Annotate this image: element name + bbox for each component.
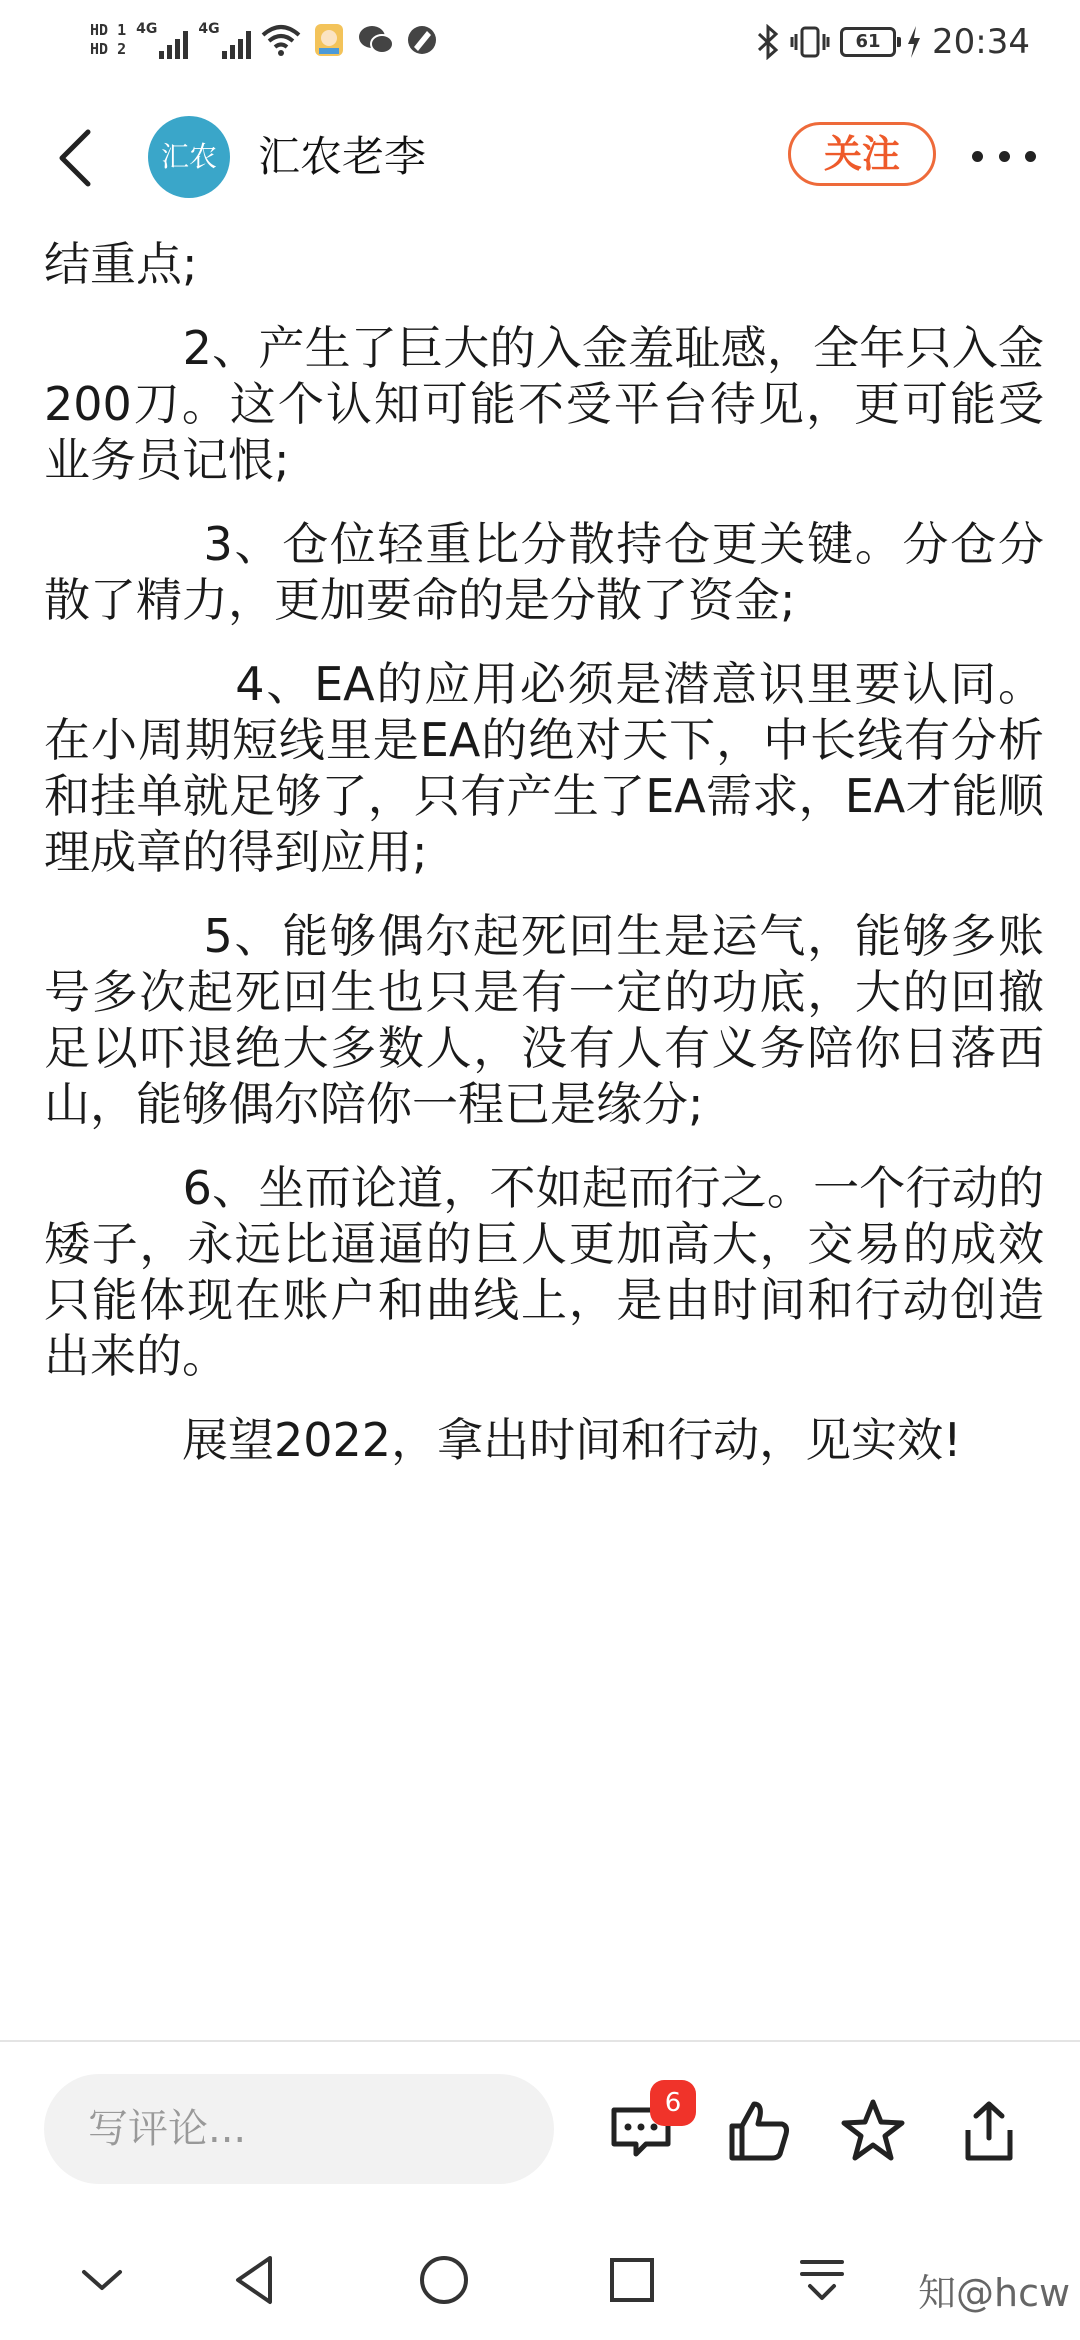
status-right bbox=[756, 14, 1030, 70]
nav-recents-icon[interactable] bbox=[600, 2248, 664, 2312]
network-type-2: 4G bbox=[198, 21, 220, 37]
like-icon[interactable] bbox=[724, 2096, 794, 2166]
paragraph: 4、EA的应用必须是潜意识里要认同。在小周期短线里是EA的绝对天下，中长线有分析和挂单就足够了，只有产生了EA需求，EA才能顺理成章的得到应用; bbox=[44, 657, 1044, 879]
battery-icon: 61 bbox=[840, 27, 896, 57]
author-avatar[interactable]: 汇农 bbox=[148, 116, 230, 198]
comment-input[interactable]: 写评论... bbox=[44, 2074, 554, 2184]
paragraph: 5、能够偶尔起死回生是运气，能够多账号多次起死回生也只是有一定的功底，大的回撤足以吓退绝大多数人，没有人有义务陪你日落西山，能够偶尔陪你一程已是缘分; bbox=[44, 909, 1044, 1131]
nav-home-icon[interactable] bbox=[412, 2248, 476, 2312]
watermark: 知@hcw bbox=[918, 2271, 1071, 2315]
signal-1 bbox=[136, 21, 188, 59]
paragraph: 2、产生了巨大的入金羞耻感，全年只入金200刀。这个认知可能不受平台待见，更可能受业务员记恨; bbox=[44, 321, 1044, 487]
more-options-icon[interactable] bbox=[972, 138, 1036, 174]
chevron-down-icon[interactable] bbox=[70, 2248, 134, 2312]
signal-2 bbox=[198, 21, 250, 59]
share-icon[interactable] bbox=[954, 2096, 1024, 2166]
hd-indicator bbox=[90, 21, 126, 59]
paragraph: 展望2022，拿出时间和行动，见实效! bbox=[44, 1413, 962, 1467]
signal-bars-icon bbox=[222, 29, 251, 59]
charging-icon bbox=[906, 26, 922, 58]
status-left bbox=[90, 12, 439, 68]
hd2-label: HD 2 bbox=[90, 40, 127, 58]
paragraph: 结重点; bbox=[44, 237, 198, 291]
status-bar bbox=[0, 0, 1080, 80]
author-name[interactable]: 汇农老李 bbox=[258, 132, 427, 181]
follow-button[interactable]: 关注 bbox=[788, 122, 936, 186]
bluetooth-icon bbox=[756, 24, 780, 60]
network-type-1: 4G bbox=[136, 21, 158, 37]
signal-bars-icon bbox=[159, 29, 188, 59]
wechat-icon bbox=[357, 23, 395, 57]
paragraph: 3、仓位轻重比分散持仓更关键。分仓分散了精力，更加要命的是分散了资金; bbox=[44, 517, 1044, 627]
bottom-action-bar bbox=[0, 2042, 1080, 2182]
wifi-icon bbox=[261, 23, 301, 57]
browser-icon bbox=[405, 23, 439, 57]
article-header bbox=[0, 80, 1080, 230]
app-notification-icon bbox=[311, 22, 347, 58]
nav-pulldown-icon[interactable] bbox=[790, 2248, 854, 2312]
vibrate-icon bbox=[790, 24, 830, 60]
paragraph: 6、坐而论道，不如起而行之。一个行动的矮子，永远比逼逼的巨人更加高大，交易的成效只能体现在账户和曲线上，是由时间和行动创造出来的。 bbox=[44, 1161, 1044, 1383]
clock: 20:34 bbox=[932, 22, 1030, 62]
article-body bbox=[44, 236, 1044, 1996]
favorite-star-icon[interactable] bbox=[838, 2096, 908, 2166]
nav-back-icon[interactable] bbox=[224, 2248, 288, 2312]
back-arrow-icon[interactable] bbox=[48, 118, 108, 198]
hd1-label: HD 1 bbox=[90, 21, 127, 39]
comment-count-badge: 6 bbox=[650, 2080, 696, 2126]
